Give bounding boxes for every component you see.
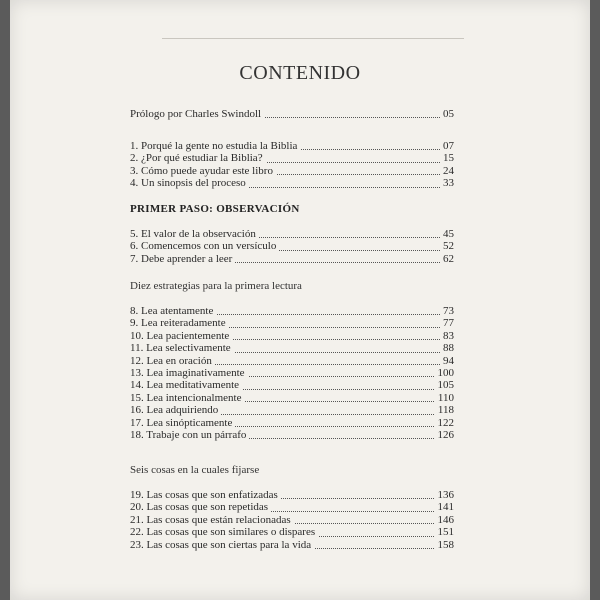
prologue-list <box>130 108 454 120</box>
toc-entry-title: 6. Comencemos con un versículo <box>130 240 279 252</box>
toc-entry <box>130 177 454 189</box>
toc-entry-title: 7. Debe aprender a leer <box>130 253 235 265</box>
toc-entry-page: 52 <box>440 240 454 252</box>
toc-entry-title: 2. ¿Por qué estudiar la Biblia? <box>130 152 266 164</box>
toc-entry-title: 14. Lea meditativamente <box>130 379 242 391</box>
toc-entry <box>130 489 454 501</box>
toc-entry-title: 16. Lea adquiriendo <box>130 404 221 416</box>
toc-entry <box>130 501 454 513</box>
toc-entry-page: 07 <box>440 140 454 152</box>
toc-entry-page: 141 <box>435 501 455 513</box>
intro-list <box>130 140 454 190</box>
toc-entry <box>130 152 454 164</box>
toc-entry-title: 8. Lea atentamente <box>130 305 216 317</box>
toc-entry <box>130 165 454 177</box>
toc-entry <box>130 417 454 429</box>
toc-entry-title: 20. Las cosas que son repetidas <box>130 501 271 513</box>
toc-entry-page: 151 <box>435 526 455 538</box>
toc-entry-page: 33 <box>440 177 454 189</box>
toc-entry-page: 45 <box>440 228 454 240</box>
toc-entry-page: 126 <box>435 429 455 441</box>
toc-entry <box>130 317 454 329</box>
toc-entry-page: 100 <box>435 367 455 379</box>
toc-entry-page: 62 <box>440 253 454 265</box>
toc-entry <box>130 379 454 391</box>
toc-entry-title: 17. Lea sinópticamente <box>130 417 235 429</box>
things-list <box>130 489 454 551</box>
toc-entry <box>130 526 454 538</box>
toc-entry-title: 15. Lea intencionalmente <box>130 392 244 404</box>
toc-entry <box>130 539 454 551</box>
toc-entry-page: 105 <box>435 379 455 391</box>
toc-entry-page: 88 <box>440 342 454 354</box>
toc-entry-page: 83 <box>440 330 454 342</box>
step1-list <box>130 228 454 265</box>
toc-entry-page: 118 <box>435 404 454 416</box>
toc-entry <box>130 392 454 404</box>
toc-entry-page: 24 <box>440 165 454 177</box>
toc-entry <box>130 342 454 354</box>
toc-entry-title: 9. Lea reiteradamente <box>130 317 229 329</box>
toc-entry-page: 15 <box>440 152 454 164</box>
book-page <box>10 0 590 600</box>
toc-entry <box>130 240 454 252</box>
toc-entry-title: 10. Lea pacientemente <box>130 330 232 342</box>
toc-entry-page: 136 <box>435 489 455 501</box>
toc-entry-page: 05 <box>440 108 454 120</box>
toc-entry-page: 94 <box>440 355 454 367</box>
toc-entry <box>130 514 454 526</box>
toc-entry <box>130 330 454 342</box>
toc-entry-title: 5. El valor de la observación <box>130 228 259 240</box>
things-heading: Seis cosas en la cuales fijarse <box>130 464 260 476</box>
toc-entry-title: 23. Las cosas que son ciertas para la vida <box>130 539 314 551</box>
toc-entry-title: 18. Trabaje con un párrafo <box>130 429 249 441</box>
toc-entry-page: 73 <box>440 305 454 317</box>
toc-entry <box>130 108 454 120</box>
toc-entry <box>130 404 454 416</box>
toc-entry <box>130 305 454 317</box>
toc-entry-title: 12. Lea en oración <box>130 355 215 367</box>
toc-entry <box>130 355 454 367</box>
toc-entry-title: 21. Las cosas que están relacionadas <box>130 514 294 526</box>
toc-entry-page: 77 <box>440 317 454 329</box>
toc-entry-title: 11. Lea selectivamente <box>130 342 234 354</box>
step1-heading: PRIMER PASO: OBSERVACIÓN <box>130 203 300 215</box>
page-top-rule <box>162 38 464 39</box>
toc-entry <box>130 140 454 152</box>
toc-entry <box>130 253 454 265</box>
toc-entry-page: 146 <box>435 514 455 526</box>
toc-entry-title: 1. Porqué la gente no estudia la Biblia <box>130 140 300 152</box>
toc-entry-title: 13. Lea imaginativamente <box>130 367 248 379</box>
toc-entry-title: 22. Las cosas que son similares o dispares <box>130 526 318 538</box>
strategies-list <box>130 305 454 441</box>
toc-entry-title: 19. Las cosas que son enfatizadas <box>130 489 281 501</box>
toc-entry-page: 122 <box>435 417 455 429</box>
strategies-heading: Diez estrategias para la primera lectura <box>130 280 302 292</box>
page-title: CONTENIDO <box>239 62 361 84</box>
toc-entry <box>130 228 454 240</box>
toc-entry <box>130 367 454 379</box>
toc-entry <box>130 429 454 441</box>
toc-entry-title: Prólogo por Charles Swindoll <box>130 108 264 120</box>
toc-entry-page: 110 <box>435 392 454 404</box>
toc-entry-page: 158 <box>435 539 455 551</box>
toc-entry-title: 4. Un sinopsis del proceso <box>130 177 249 189</box>
toc-entry-title: 3. Cómo puede ayudar este libro <box>130 165 276 177</box>
